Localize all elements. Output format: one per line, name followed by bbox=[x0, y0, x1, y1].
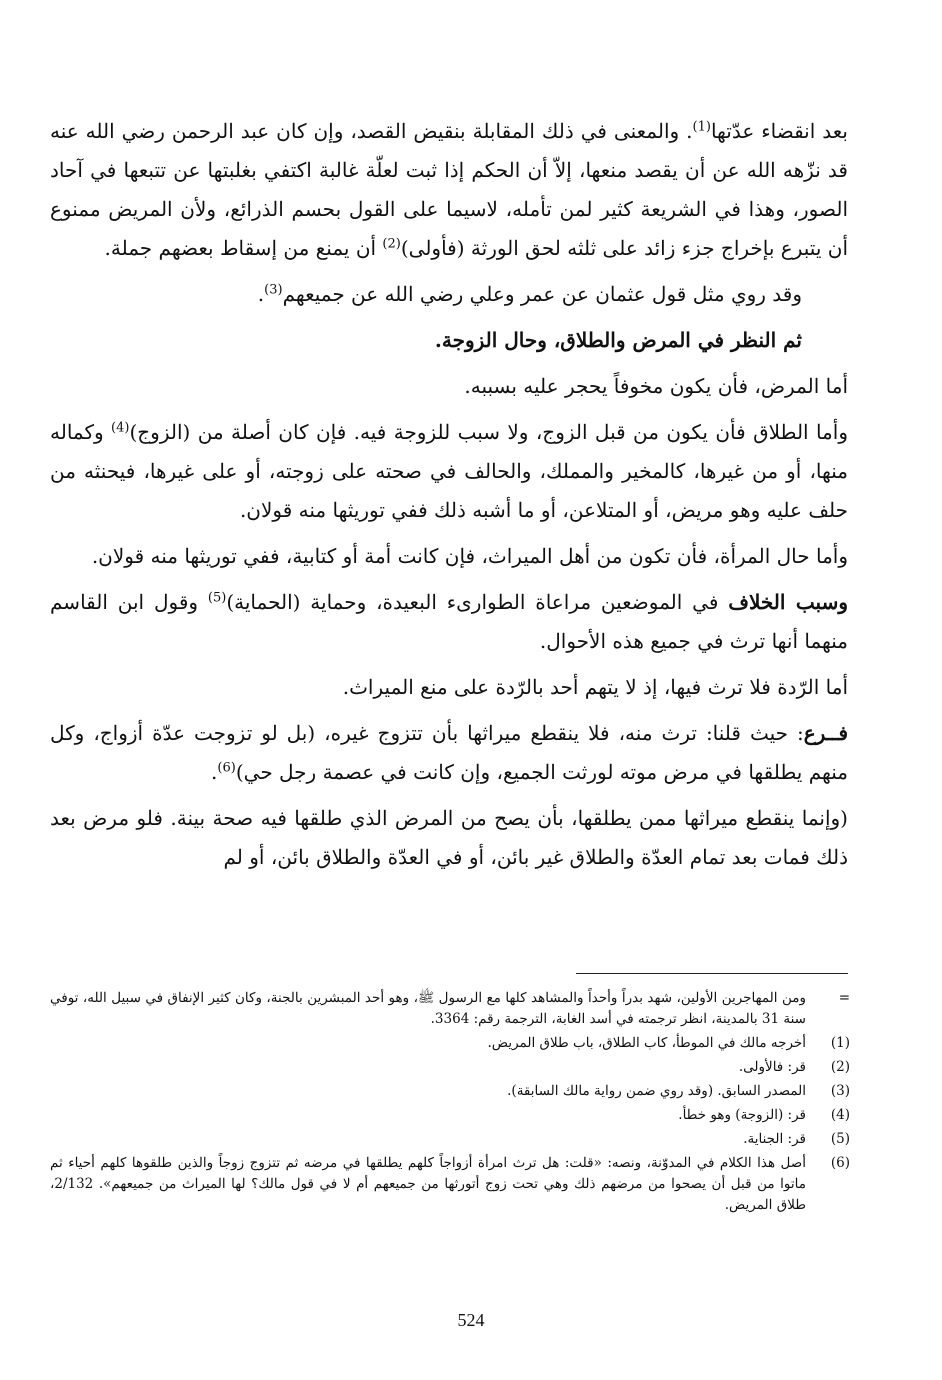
paragraph-text: أما الرّدة فلا ترث فيها، إذ لا يتهم أحد بالرّدة على منع الميراث. bbox=[342, 675, 848, 699]
paragraph bbox=[50, 537, 848, 576]
footnote-ref: (3) bbox=[264, 282, 283, 298]
paragraph-text: (وإنما ينقطع ميراثها ممن يطلقها، بأن يصح من المرض الذي طلقها فيه صحة بينة. فلو مرض بعد ذلك فمات بعد تمام العدّة والطلاق غير بائن، أو في العدّة والطلاق بائن، أو لم bbox=[50, 806, 848, 869]
paragraph-text: وأما الطلاق فأن يكون من قبل الزوج، ولا سبب للزوجة فيه. فإن كان أصلة من (الزوج) bbox=[129, 420, 848, 444]
footnote-divider bbox=[576, 973, 848, 974]
paragraph bbox=[50, 367, 848, 406]
footnote-number: = bbox=[838, 990, 850, 1006]
paragraph bbox=[50, 112, 848, 268]
paragraph bbox=[50, 714, 848, 792]
footnote-number: (1) bbox=[830, 1035, 850, 1051]
paragraph-text: . bbox=[211, 760, 218, 784]
page-number: 524 bbox=[457, 1310, 485, 1330]
paragraph-text: وقد روي مثل قول عثمان عن عمر وعلي رضي الله عن جميعهم bbox=[282, 282, 802, 306]
heading-text: وسبب الخلاف bbox=[728, 590, 848, 614]
footnote bbox=[50, 1033, 850, 1054]
paragraph bbox=[50, 275, 848, 314]
footnote-text: ومن المهاجرين الأولين، شهد بدراً وأحداً والمشاهد كلها مع الرسول ﷺ، وهو أحد المبشرين بالجنة، وكان كثير الإنفاق في سبيل الله، توفي سنة 31 بالمدينة، انظر ترجمته في أسد الغابة، الترجمة رقم: 3364. bbox=[50, 990, 806, 1027]
paragraph bbox=[50, 668, 848, 707]
paragraph bbox=[50, 799, 848, 877]
footnote-ref: (5) bbox=[207, 590, 227, 606]
footnote-text: أخرجه مالك في الموطأ، كاب الطلاق، باب طلاق المريض. bbox=[487, 1035, 806, 1051]
paragraph bbox=[50, 413, 848, 530]
paragraph-text: . والمعنى في ذلك المقابلة بنقيض القصد، وإن كان عبد الرحمن رضي الله عنه قد نزّهه الله عن أن يقصد منعها، إلاّ أن الحكم إذا ثبت لعلّة غالبة اكتفي بغلبتها عن تتبعها في آحاد الصور، وهذا في الشريعة كثير لمن تأمله، لاسيما على القول بحسم الذرائع، ولأن المريض ممنوع أن يتبرع بإخراج جزء زائد على ثلثه لحق الورثة (فأولى) bbox=[50, 119, 848, 260]
paragraph-text: أن يمنع من إسقاط بعضهم جملة. bbox=[104, 236, 383, 260]
footnote bbox=[50, 1129, 850, 1150]
footnote-number: (5) bbox=[830, 1131, 850, 1147]
footnote-number: (6) bbox=[830, 1155, 850, 1171]
footnote-number: (3) bbox=[830, 1083, 850, 1099]
footnote-ref: (6) bbox=[217, 760, 236, 776]
paragraph-text: . bbox=[257, 282, 265, 306]
paragraph-text: : حيث قلنا: ترث منه، فلا ينقطع ميراثها بأن تتزوج غيره، (بل لو تزوجت عدّة أزواج، وكل منهم يطلقها في مرض موته لورثت الجميع، وإن كانت في عصمة رجل حي) bbox=[50, 721, 848, 784]
paragraph bbox=[50, 321, 848, 360]
footnote-ref: (2) bbox=[382, 236, 401, 252]
main-text bbox=[50, 112, 848, 884]
footnote-number: (4) bbox=[830, 1107, 850, 1123]
paragraph-text: في الموضعين مراعاة الطوارىء البعيدة، وحماية (الحماية) bbox=[226, 590, 729, 614]
footnote bbox=[50, 1153, 850, 1216]
footnote-text: أصل هذا الكلام في المدوّنة، ونصه: «قلت: هل ترث امرأة أزواجاً كلهم يطلقها في مرضه ثم تتزوج زوجاً والذين طلقوها كلهم أحياء ثم ماتوا من قبل أن يصحوا من مرضهم ذلك وهي تحت زوج أتورثها من جميعهم أم لا في قول مالك؟ لها الميراث من جميعهم». 2/132، طلاق المريض. bbox=[50, 1155, 806, 1213]
paragraph-text: وقول ابن القاسم منهما أنها ترث في جميع هذه الأحوال. bbox=[50, 590, 848, 653]
footnote-text: قر: فالأولى. bbox=[738, 1059, 806, 1075]
footnote-text: المصدر السابق. (وقد روي ضمن رواية مالك السابقة). bbox=[507, 1083, 806, 1099]
footnote bbox=[50, 1081, 850, 1102]
footnote bbox=[50, 1105, 850, 1126]
paragraph bbox=[50, 583, 848, 661]
footnote-number: (2) bbox=[830, 1059, 850, 1075]
heading-text: ثم النظر في المرض والطلاق، وحال الزوجة. bbox=[434, 328, 802, 352]
heading-text: فــرع bbox=[803, 721, 848, 745]
footnote-text: قر: (الزوجة) وهو خطأ. bbox=[678, 1107, 806, 1123]
paragraph-text: وأما حال المرأة، فأن تكون من أهل الميراث، فإن كانت أمة أو كتابية، ففي توريثها منه قولان. bbox=[91, 544, 848, 568]
paragraph-text: أما المرض، فأن يكون مخوفاً يحجر عليه بسببه. bbox=[464, 374, 848, 398]
footnotes bbox=[50, 988, 850, 1219]
paragraph-text: وكماله منها، أو من غيرها، كالمخير والمملك، والحالف في صحته على زوجته، أو على غيرها، فيحنثه من حلف عليه وهو مريض، أو المتلاعن، أو ما أشبه ذلك ففي توريثها منه قولان. bbox=[50, 420, 848, 522]
footnote-ref: (4) bbox=[111, 420, 130, 436]
footnote-ref: (1) bbox=[692, 119, 711, 135]
paragraph-text: بعد انقضاء عدّتها bbox=[710, 119, 848, 143]
footnote bbox=[50, 1057, 850, 1078]
footnote-text: قر: الجناية. bbox=[743, 1131, 806, 1147]
footnote bbox=[50, 988, 850, 1030]
